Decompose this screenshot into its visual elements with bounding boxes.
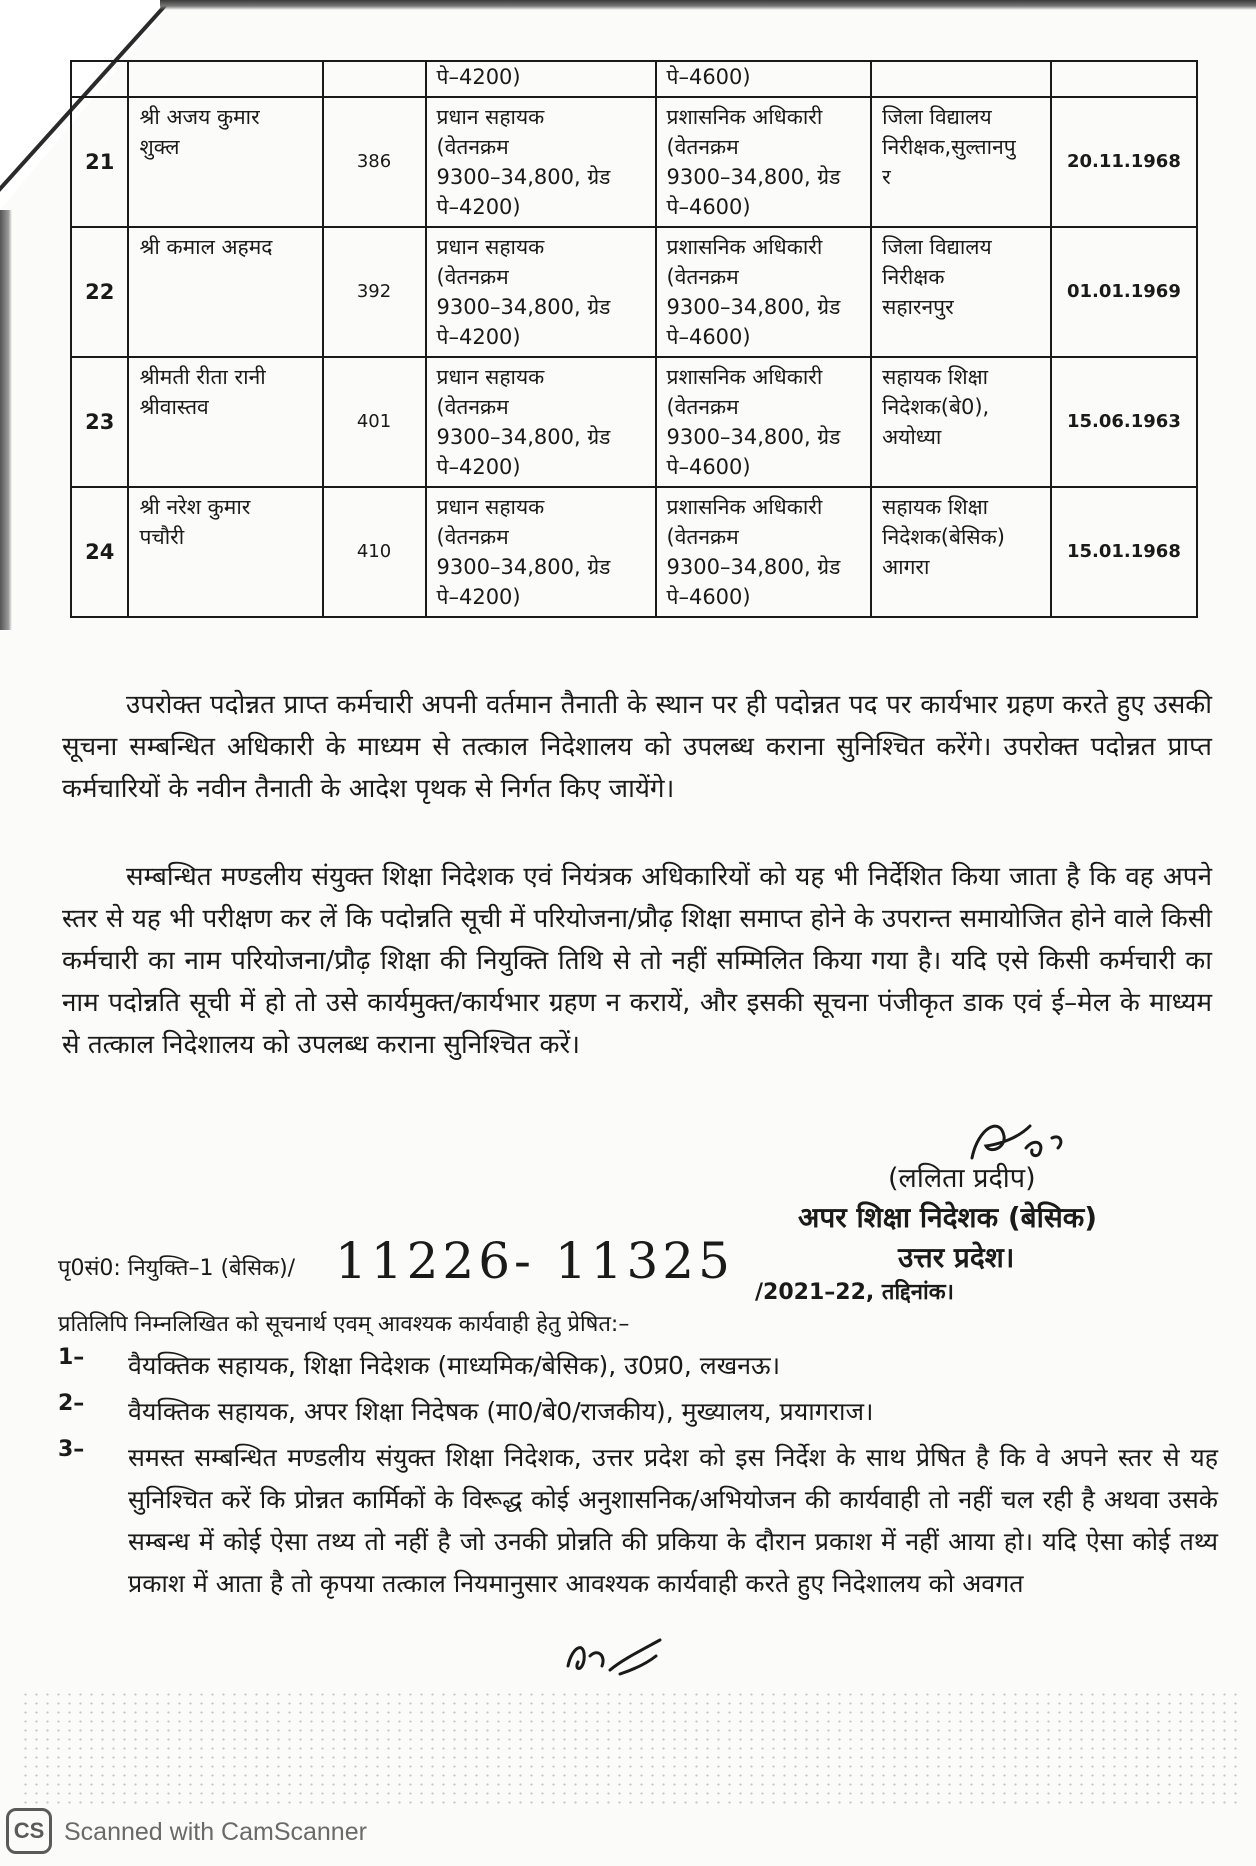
scan-noise [20, 1690, 1240, 1805]
serial-number: 21 [71, 97, 128, 227]
serial-number: 23 [71, 357, 128, 487]
current-post: प्रधान सहायक (वेतनक्रम 9300–34,800, ग्रेड पे–4200) [426, 487, 656, 617]
table-row [71, 357, 1197, 487]
list-item [58, 1391, 1218, 1433]
paragraph-verification-instructions: सम्बन्धित मण्डलीय संयुक्त शिक्षा निदेशक एवं नियंत्रक अधिकारियों को यह भी निर्देशित किया जाता है कि वह अपने स्तर से यह भी परीक्षण कर लें कि पदोन्नति सूची में परियोजना/प्रौढ़ शिक्षा समाप्त होने के उपरान्त समायोजित होने वाले किसी कर्मचारी का नाम परियोजना/प्रौढ़ शिक्षा की नियुक्ति तिथि से तो नहीं सम्मिलित किया गया है। यदि एसे किसी कर्मचारी का नाम पदोन्नति सूची में हो तो उसे कार्यमुक्त/कार्यभार ग्रहण न करायें, और इसकी सूचना पंजीकृत डाक एवं ई–मेल के माध्यम से तत्काल निदेशालय को उपलब्ध कराना सुनिश्चित करें। [62, 862, 1212, 1060]
list-item-text: वैयक्तिक सहायक, शिक्षा निदेशक (माध्यमिक/बेसिक), उ0प्र0, लखनऊ। [128, 1351, 781, 1380]
promoted-post: प्रशासनिक अधिकारी (वेतनक्रम 9300–34,800, ग्रेड पे–4600) [656, 97, 872, 227]
signatory-name: (ललिता प्रदीप) [888, 1163, 1036, 1194]
list-item-number: 3– [58, 1437, 85, 1462]
current-post: प्रधान सहायक (वेतनक्रम 9300–34,800, ग्रेड पे–4200) [426, 97, 656, 227]
serial-number: 22 [71, 227, 128, 357]
list-item-number: 2– [58, 1391, 85, 1416]
from-post-tail: पे–4200) [426, 61, 656, 97]
promoted-post: प्रशासनिक अधिकारी (वेतनक्रम 9300–34,800, ग्रेड पे–4600) [656, 487, 872, 617]
seniority-number: 386 [323, 97, 426, 227]
page-top-edge [160, 0, 1256, 10]
copy-list [58, 1345, 1218, 1609]
employee-name: श्री कमाल अहमद [128, 227, 322, 357]
list-item-text: समस्त सम्बन्धित मण्डलीय संयुक्त शिक्षा निदेशक, उत्तर प्रदेश को इस निर्देश के साथ प्रेषित है कि वे अपने स्तर से यह सुनिश्चित करें कि प्रोन्नत कार्मिकों के विरूद्ध कोई अनुशासनिक/अभियोजन की कार्यवाही तो नहीं चल रही है अथवा उसके सम्बन्ध में कोई ऐसा तथ्य तो नहीं है जो उनकी प्रोन्नति की प्रकिया के दौरान प्रकाश में नहीं आया हो। यदि ऐसा कोई तथ्य प्रकाश में आता है तो कृपया तत्काल नियमानुसार आवश्यक कार्यवाही करते हुए निदेशालय को अवगत [128, 1443, 1218, 1598]
employee-name: श्री अजय कुमार शुक्ल [128, 97, 322, 227]
posting-office: सहायक शिक्षा निदेशक(बे0), अयोध्या [871, 357, 1051, 487]
camscanner-watermark: Scanned with CamScanner [64, 1818, 367, 1846]
date-of-birth: 15.01.1968 [1051, 487, 1197, 617]
list-item-text: वैयक्तिक सहायक, अपर शिक्षा निदेषक (मा0/बे0/राजकीय), मुख्यालय, प्रयागराज। [128, 1397, 874, 1426]
table-row [71, 227, 1197, 357]
copy-intro: प्रतिलिपि निम्नलिखित को सूचनार्थ एवम् आवश्यक कार्यवाही हेतु प्रेषित:– [58, 1312, 630, 1337]
employee-name: श्री नरेश कुमार पचौरी [128, 487, 322, 617]
initials-scribble [560, 1626, 670, 1686]
seniority-number: 401 [323, 357, 426, 487]
employee-name: श्रीमती रीता रानी श्रीवास्तव [128, 357, 322, 487]
table-row [71, 487, 1197, 617]
date-of-birth: 15.06.1963 [1051, 357, 1197, 487]
list-item-number: 1– [58, 1345, 85, 1370]
list-item [58, 1437, 1218, 1605]
promoted-post: प्रशासनिक अधिकारी (वेतनक्रम 9300–34,800, ग्रेड पे–4600) [656, 357, 872, 487]
camscanner-logo: CS [6, 1808, 52, 1854]
promotion-table [70, 60, 1198, 618]
posting-office: जिला विद्यालय निरीक्षक सहारनपुर [871, 227, 1051, 357]
posting-office: जिला विद्यालय निरीक्षक,सुल्तानपु र [871, 97, 1051, 227]
table-row [71, 97, 1197, 227]
paragraph-joining-instructions: उपरोक्त पदोन्नत प्राप्त कर्मचारी अपनी वर्तमान तैनाती के स्थान पर ही पदोन्नत पद पर कार्यभार ग्रहण करते हुए उसकी सूचना सम्बन्धित अधिकारी के माध्यम से तत्काल निदेशालय को उपलब्ध कराना सुनिश्चित करेंगे। उपरोक्त पदोन्नत प्राप्त कर्मचारियों के नवीन तैनाती के आदेश पृथक से निर्गत किए जायेंगे। [62, 690, 1212, 804]
signatory-designation: अपर शिक्षा निदेशक (बेसिक) [798, 1201, 1098, 1234]
date-of-birth: 20.11.1968 [1051, 97, 1197, 227]
serial-number: 24 [71, 487, 128, 617]
promoted-post: प्रशासनिक अधिकारी (वेतनक्रम 9300–34,800, ग्रेड पे–4600) [656, 227, 872, 357]
list-item [58, 1345, 1218, 1387]
posting-office: सहायक शिक्षा निदेशक(बेसिक) आगरा [871, 487, 1051, 617]
seniority-number: 410 [323, 487, 426, 617]
signatory-state: उत्तर प्रदेश। [898, 1241, 1015, 1274]
reference-date: /2021–22, तद्दिनांक। [755, 1280, 954, 1305]
date-of-birth: 01.01.1969 [1051, 227, 1197, 357]
to-post-tail: पे–4600) [656, 61, 872, 97]
current-post: प्रधान सहायक (वेतनक्रम 9300–34,800, ग्रेड पे–4200) [426, 357, 656, 487]
reference-handwritten-number: 11226- 11325 [335, 1232, 734, 1290]
reference-prefix: पृ0सं0: नियुक्ति–1 (बेसिक)/ [58, 1256, 296, 1281]
seniority-number: 392 [323, 227, 426, 357]
table-row-partial [71, 61, 1197, 97]
page-left-edge [0, 210, 12, 630]
current-post: प्रधान सहायक (वेतनक्रम 9300–34,800, ग्रेड पे–4200) [426, 227, 656, 357]
